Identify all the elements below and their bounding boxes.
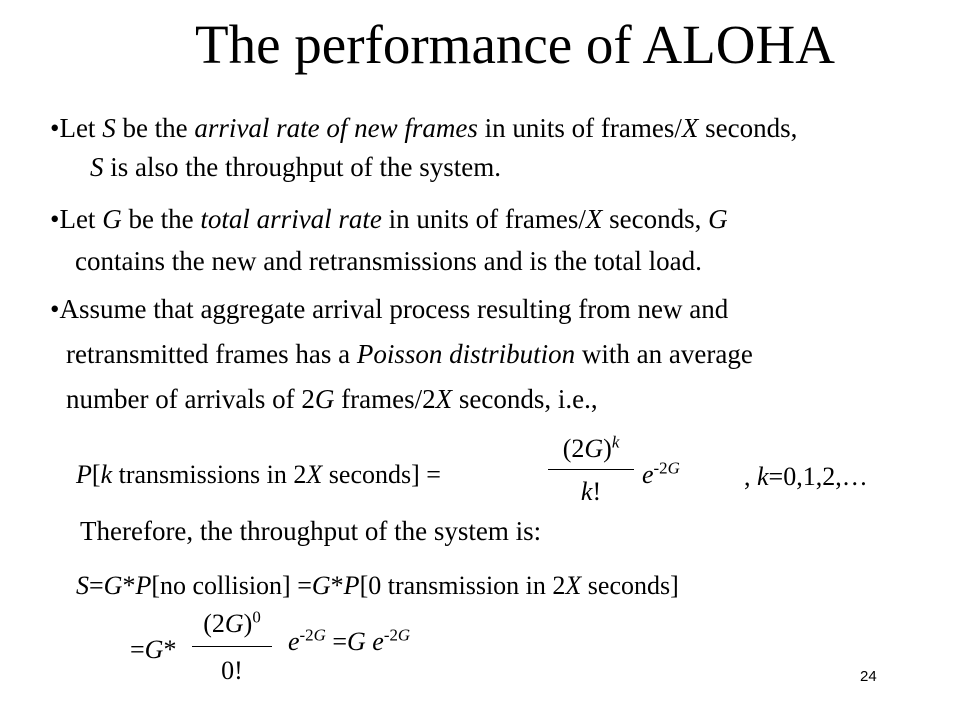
- page-number: 24: [860, 668, 877, 685]
- bullet-2-line-1: •Let G be the total arrival rate in units of frames/X seconds, G: [50, 204, 728, 234]
- slide-title: The performance of ALOHA: [195, 14, 835, 75]
- poisson-numerator: $(2G)^k$: [562, 432, 620, 463]
- poisson-fraction: [548, 433, 634, 517]
- poisson-lhs: P[k transmissions in 2X seconds] =: [76, 460, 441, 489]
- final-prefix: =G*: [130, 635, 177, 664]
- bullet-3-line-2: retransmitted frames has a Poisson distribution with an average: [66, 339, 753, 369]
- throughput-equation: S=G*P[no collision] =G*P[0 transmission in 2X seconds]: [76, 571, 679, 600]
- bullet-3-line-1: •Assume that aggregate arrival process resulting from new and: [50, 294, 729, 324]
- bullet-3-line-3: number of arrivals of 2G frames/2X seconds, i.e.,: [66, 384, 598, 414]
- therefore-text: Therefore, the throughput of the system is:: [80, 516, 542, 546]
- bullet-2-line-2: contains the new and retransmissions and is the total load.: [75, 246, 702, 276]
- poisson-denominator: k!: [580, 477, 602, 506]
- final-denominator: 0!: [221, 656, 243, 685]
- bullet-1-line-1: •Let S be the arrival rate of new frames in units of frames/X seconds,: [50, 113, 798, 143]
- fraction-bar: [548, 469, 634, 476]
- final-result: $e^{-2G} =G$ $e^{-2G}$: [288, 625, 411, 656]
- poisson-range: , k=0,1,2,…: [744, 462, 868, 491]
- bullet-1-line-2: S is also the throughput of the system.: [90, 152, 501, 182]
- final-fraction: [192, 608, 272, 694]
- fraction-bar: [192, 646, 272, 655]
- final-numerator: $(2G)^0$: [203, 607, 261, 638]
- poisson-exponential: $e^{-2G}$: [642, 458, 680, 489]
